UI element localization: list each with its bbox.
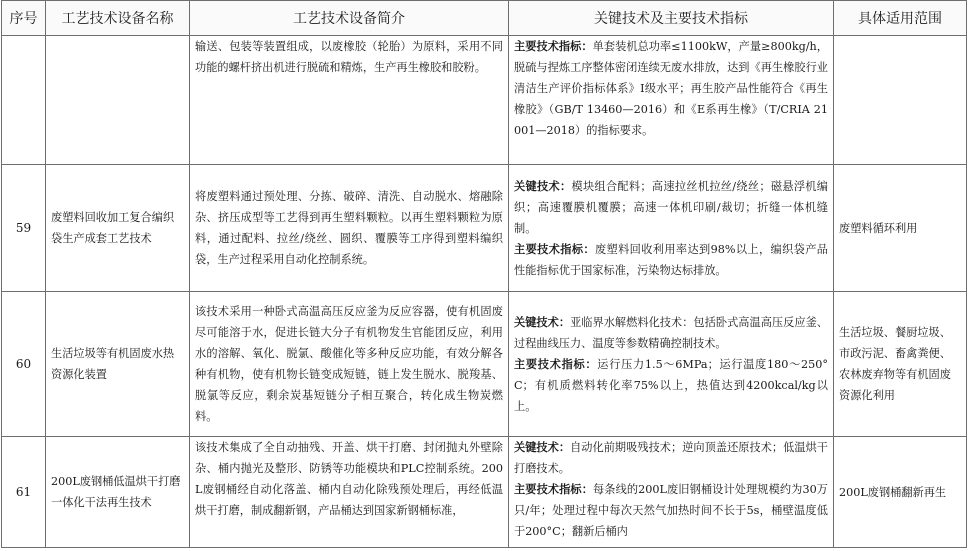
row-serial-no — [2, 36, 46, 165]
key-tech-label: 关键技术： — [514, 178, 572, 193]
key-tech-label: 关键技术： — [514, 314, 571, 329]
row-key-tech-cell — [509, 165, 834, 292]
row-description-cell — [190, 36, 509, 165]
row-serial-no: 61 — [2, 437, 46, 548]
key-tech-text: 亚临界水解燃料化技术：包括卧式高温高压反应釜、过程曲线压力、温度等参数精确控制技术。 — [514, 315, 828, 350]
row-description: 该技术集成了全自动抽残、开盖、烘干打磨、封闭抛丸外壁除杂、桶内抛光及整形、防锈等功能模块和PLC控制系统。200L废钢桶经自动化落盖、桶内自动化除残预处理后，再经低温烘干打磨，制成翻新钢，产品桶达到国家新钢桶标准， — [195, 441, 503, 517]
row-description-cell — [190, 437, 509, 548]
table-row — [2, 165, 967, 292]
row-name: 生活垃圾等有机固废水热资源化装置 — [46, 292, 190, 437]
header-key-tech: 关键技术及主要技术指标 — [509, 1, 834, 36]
spec-text: 运行压力1.5～6MPa；运行温度180～250°C；有机质燃料转化率75%以上，热值达到4200kcal/kg以上。 — [514, 357, 828, 413]
row-key-tech-cell — [509, 292, 834, 437]
row-scope: 生活垃圾、餐厨垃圾、市政污泥、畜禽粪便、农林废弃物等有机固废资源化利用 — [834, 292, 967, 437]
header-scope: 具体适用范围 — [834, 1, 967, 36]
row-key-tech-cell — [509, 437, 834, 548]
row-description: 输送、包装等装置组成，以废橡胶（轮胎）为原料，采用不同功能的螺杆挤出机进行脱硫和精炼，生产再生橡胶和胶粉。 — [195, 40, 503, 74]
row-scope — [834, 36, 967, 165]
key-tech-label: 关键技术： — [514, 440, 571, 454]
row-scope: 废塑料循环利用 — [834, 165, 967, 292]
key-tech-text: 自动化前期吸残技术；逆向顶盖还原技术；低温烘干打磨技术。 — [514, 441, 828, 475]
spec-text: 单套装机总功率≤1100kW，产量≥800kg/h，脱硫与捏炼工序整体密闭连续无废水排放，达到《再生橡胶行业 清洁生产评价指标体系》I级水平；再生胶产品性能符合《再生橡胶》（GB/T 13460—2016）和《E系再生橡》（T/CRIA 21001—2018）的指标要求。 — [514, 40, 828, 137]
header-description: 工艺技术设备简介 — [190, 1, 509, 36]
row-name: 废塑料回收加工复合编织袋生产成套工艺技术 — [46, 165, 190, 292]
row-serial-no: 60 — [2, 292, 46, 437]
spec-label: 主要技术指标： — [514, 356, 598, 371]
technology-catalog-table — [1, 0, 967, 548]
row-scope: 200L废钢桶翻新再生 — [834, 437, 967, 548]
row-description: 将废塑料通过预处理、分拣、破碎、清洗、自动脱水、熔融除杂、挤压成型等工艺得到再生塑料颗粒。以再生塑料颗粒为原料，通过配料、拉丝/绕丝、圆织、覆膜等工序得到塑料编织袋，生产过程采用自动化控制系统。 — [190, 165, 509, 292]
header-serial-no: 序号 — [2, 1, 46, 36]
row-name — [46, 36, 190, 165]
table-row — [2, 292, 967, 437]
row-serial-no: 59 — [2, 165, 46, 292]
row-key-tech-cell — [509, 36, 834, 165]
table-row — [2, 36, 967, 165]
table-header-row — [2, 1, 967, 36]
spec-label: 主要技术指标： — [514, 482, 593, 496]
key-tech-text: 模块组合配料；高速拉丝机拉丝/绕丝；磁悬浮机编织；高速覆膜机覆膜；高速一体机印刷/裁切；折缝一体机缝制。 — [514, 179, 828, 235]
spec-text: 每条线的200L废旧钢桶设计处理规模约为30万只/年；处理过程中每次天然气加热时间不长于5s，桶壁温度低于200°C；翻新后桶内 — [514, 483, 828, 538]
row-description: 该技术采用一种卧式高温高压反应釜为反应容器，使有机固废尽可能溶于水，促进长链大分子有机物发生官能团反应，利用水的溶解、氧化、脱氯、酸催化等多种反应功能，有效分解各种有机物，使有机物长链变成短链，链上发生脱水、脱羧基、脱氯等反应，剩余炭基短链分子相互聚合，转化成生物炭燃料。 — [190, 292, 509, 437]
header-name: 工艺技术设备名称 — [46, 1, 190, 36]
row-name: 200L废钢桶低温烘干打磨一体化干法再生技术 — [46, 437, 190, 548]
table-row — [2, 437, 967, 548]
spec-label: 主要技术指标： — [514, 39, 593, 53]
spec-text: 废塑料回收利用率达到98%以上，编织袋产品性能指标优于国家标准，污染物达标排放。 — [514, 242, 828, 277]
spec-label: 主要技术指标： — [514, 241, 595, 256]
